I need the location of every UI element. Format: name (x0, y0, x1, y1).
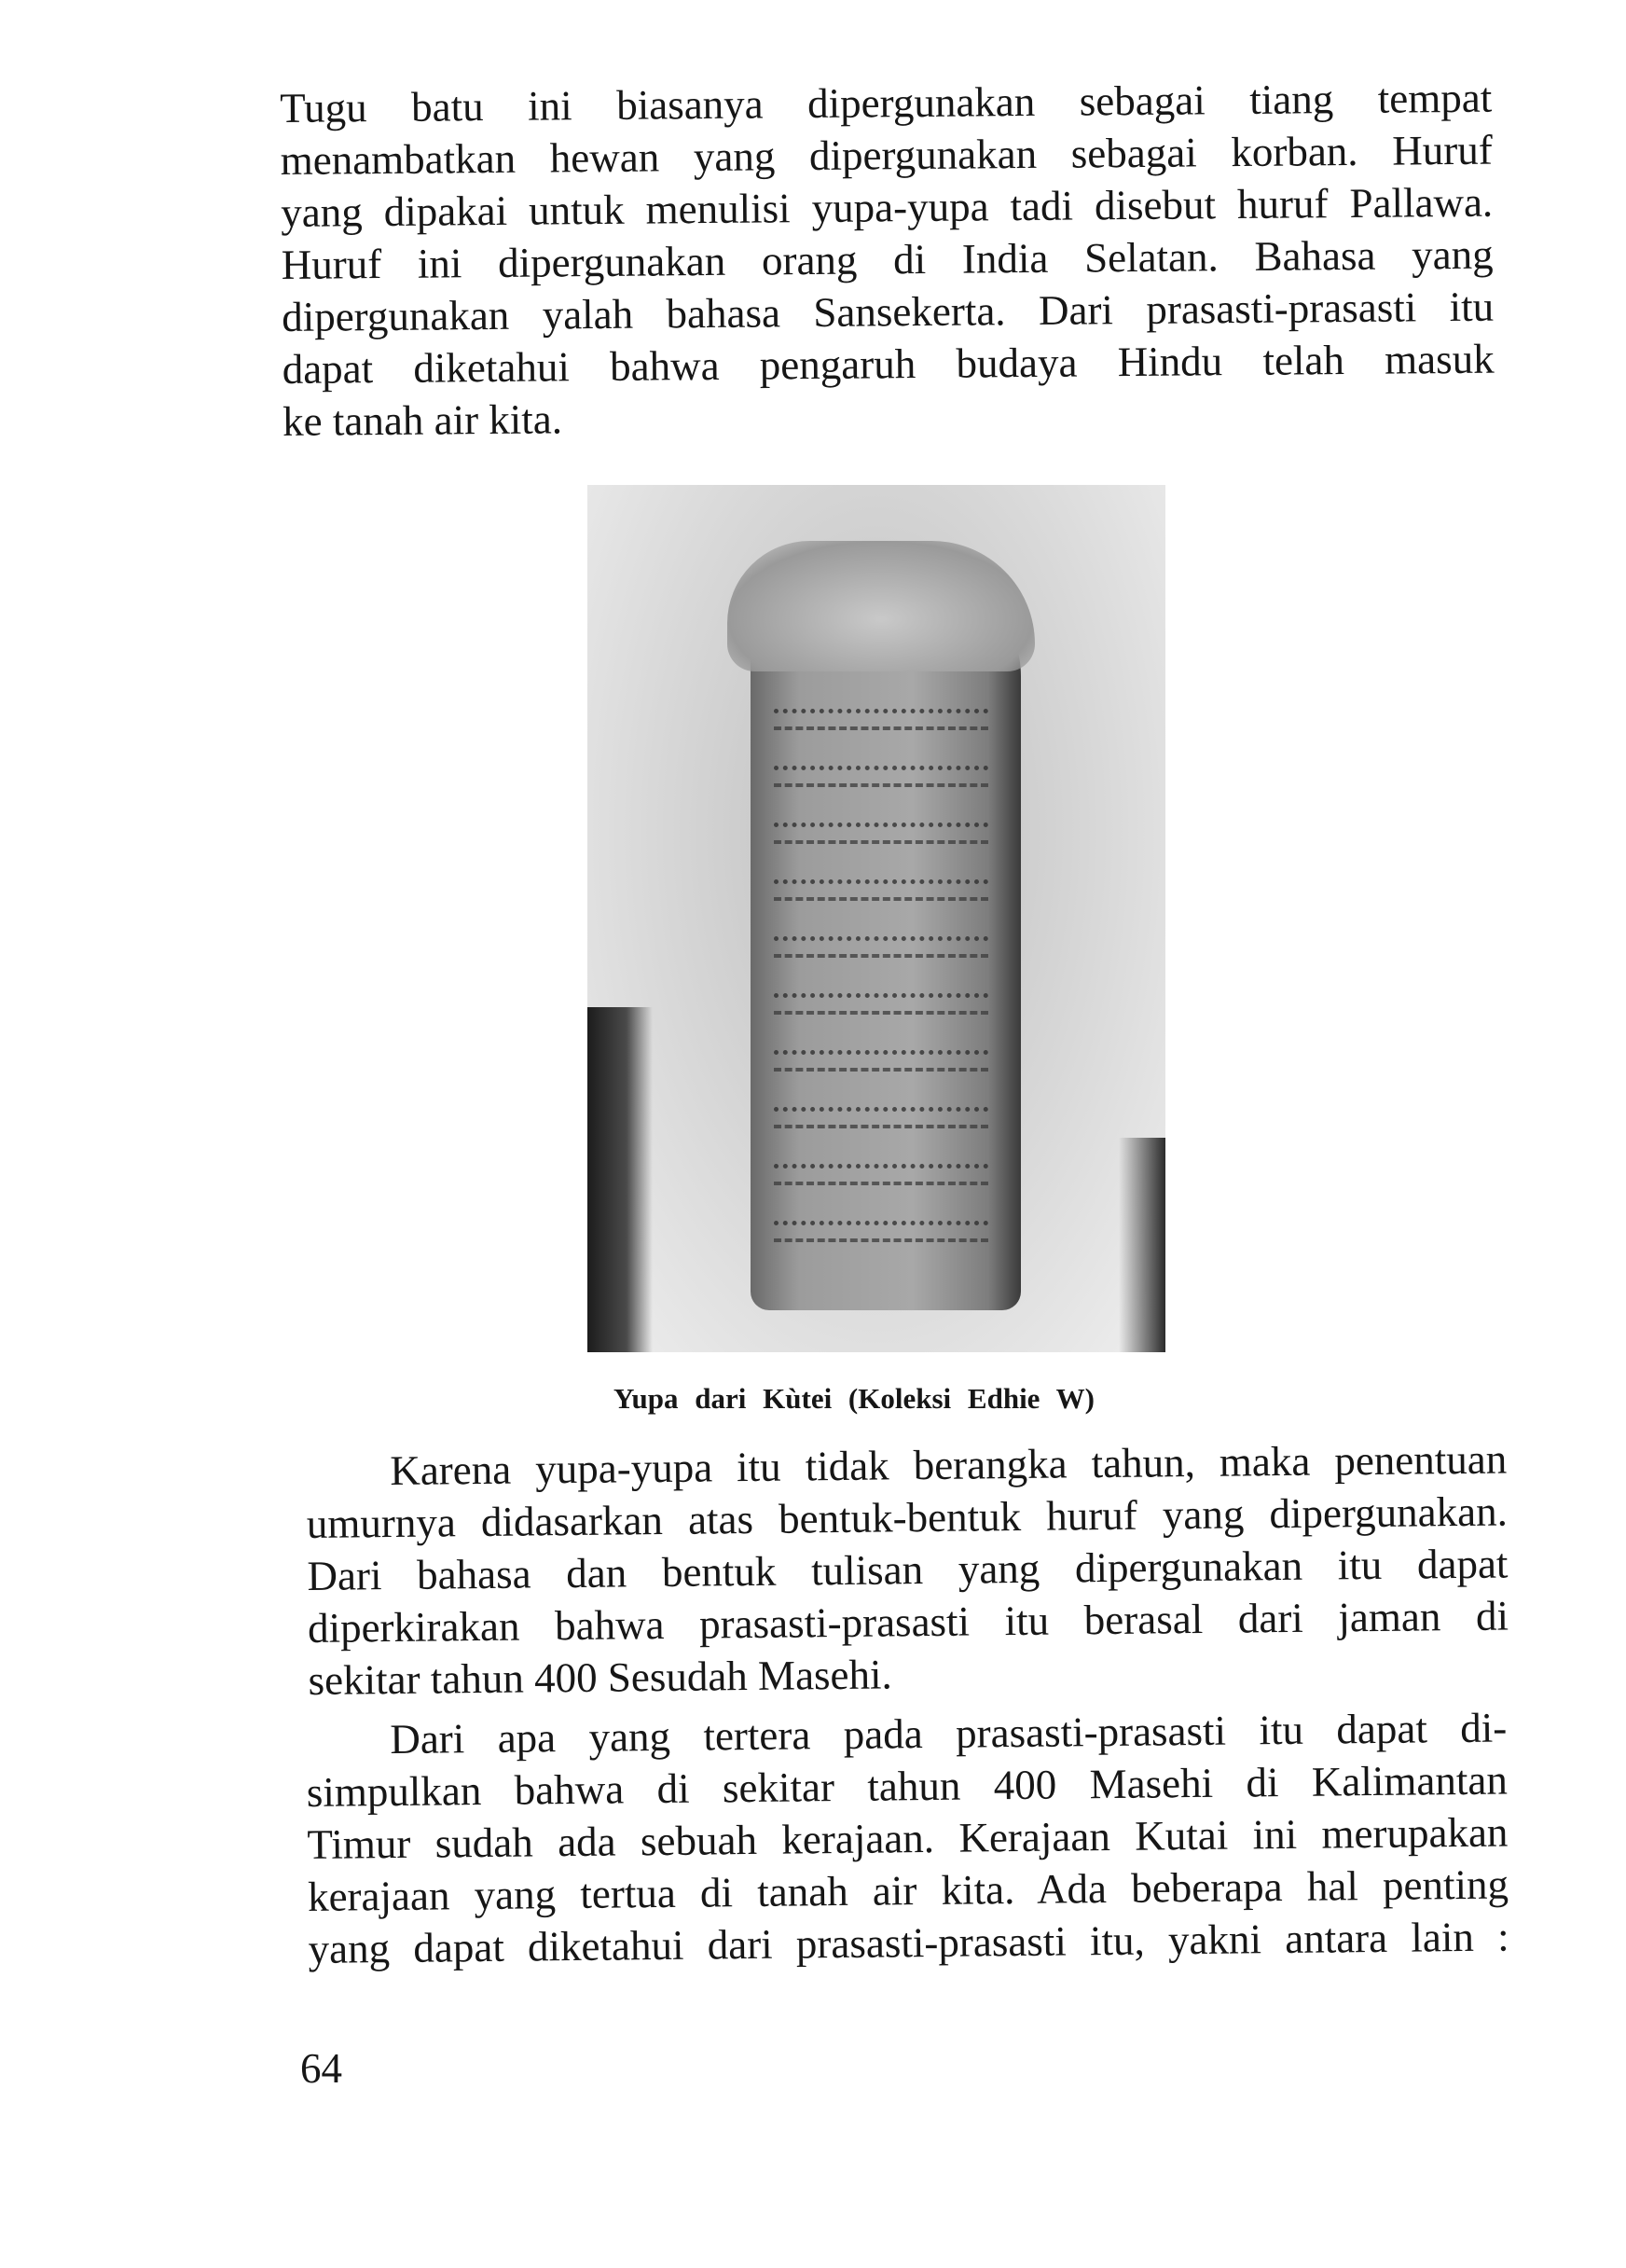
inscription-line (774, 1164, 988, 1185)
text-line: Dari apa yang tertera pada prasasti-prasasti itu dapat di- (390, 1704, 1508, 1763)
text-line: Karena yupa-yupa itu tidak berangka tahun, maka penentuan (390, 1435, 1508, 1495)
photo-shadow-right (1119, 1138, 1165, 1352)
inscription-line (774, 879, 988, 901)
text-line: dapat diketahui bahwa pengaruh budaya Hindu telah masuk (282, 335, 1495, 393)
text-line: Tugu batu ini biasanya dipergunakan sebagai tiang tempat (280, 74, 1493, 131)
text-line: sekitar tahun 400 Sesudah Masehi. (308, 1651, 893, 1704)
yupa-stone-top (727, 541, 1035, 671)
photo-shadow-left (587, 1007, 653, 1352)
text-line: kerajaan yang tertua di tanah air kita. Ada beberapa hal penting (307, 1860, 1509, 1920)
inscription-line (774, 1221, 988, 1242)
text-line: simpulkan bahwa di sekitar tahun 400 Masehi di Kalimantan (306, 1756, 1509, 1816)
paragraph-dating (306, 1433, 1509, 1707)
figure-caption: Yupa dari Kùtei (Koleksi Edhie W) (613, 1382, 1095, 1415)
yupa-stone-photo (587, 485, 1165, 1352)
paragraph-kutai-kingdom (306, 1702, 1509, 1975)
inscription-line (774, 1107, 988, 1128)
page-number: 64 (300, 2045, 342, 2092)
paragraph-yupa-description (280, 72, 1495, 448)
pallawa-inscription (774, 709, 988, 1278)
text-line: dipergunakan yalah bahasa Sansekerta. Dari prasasti-prasasti itu (281, 283, 1495, 340)
inscription-line (774, 993, 988, 1015)
inscription-line (774, 823, 988, 844)
text-line: menambatkan hewan yang dipergunakan sebagai korban. Huruf (280, 126, 1493, 184)
inscription-line (774, 1050, 988, 1072)
text-line: Huruf ini dipergunakan orang di India Selatan. Bahasa yang (281, 230, 1494, 288)
text-line: yang dapat diketahui dari prasasti-prasasti itu, yakni antara lain : (308, 1913, 1509, 1972)
inscription-line (774, 766, 988, 787)
text-line: ke tanah air kita. (282, 395, 563, 445)
text-line: Timur sudah ada sebuah kerajaan. Kerajaan Kutai ini merupakan (307, 1808, 1509, 1868)
text-line: umurnya didasarkan atas bentuk-bentuk huruf yang dipergunakan. (306, 1487, 1509, 1547)
inscription-line (774, 709, 988, 730)
inscription-line (774, 936, 988, 958)
text-line: yang dipakai untuk menulisi yupa-yupa tadi disebut huruf Pallawa. (281, 178, 1494, 236)
text-line: Dari bahasa dan bentuk tulisan yang dipergunakan itu dapat (307, 1540, 1509, 1599)
text-line: diperkirakan bahwa prasasti-prasasti itu berasal dari jaman di (307, 1592, 1509, 1652)
